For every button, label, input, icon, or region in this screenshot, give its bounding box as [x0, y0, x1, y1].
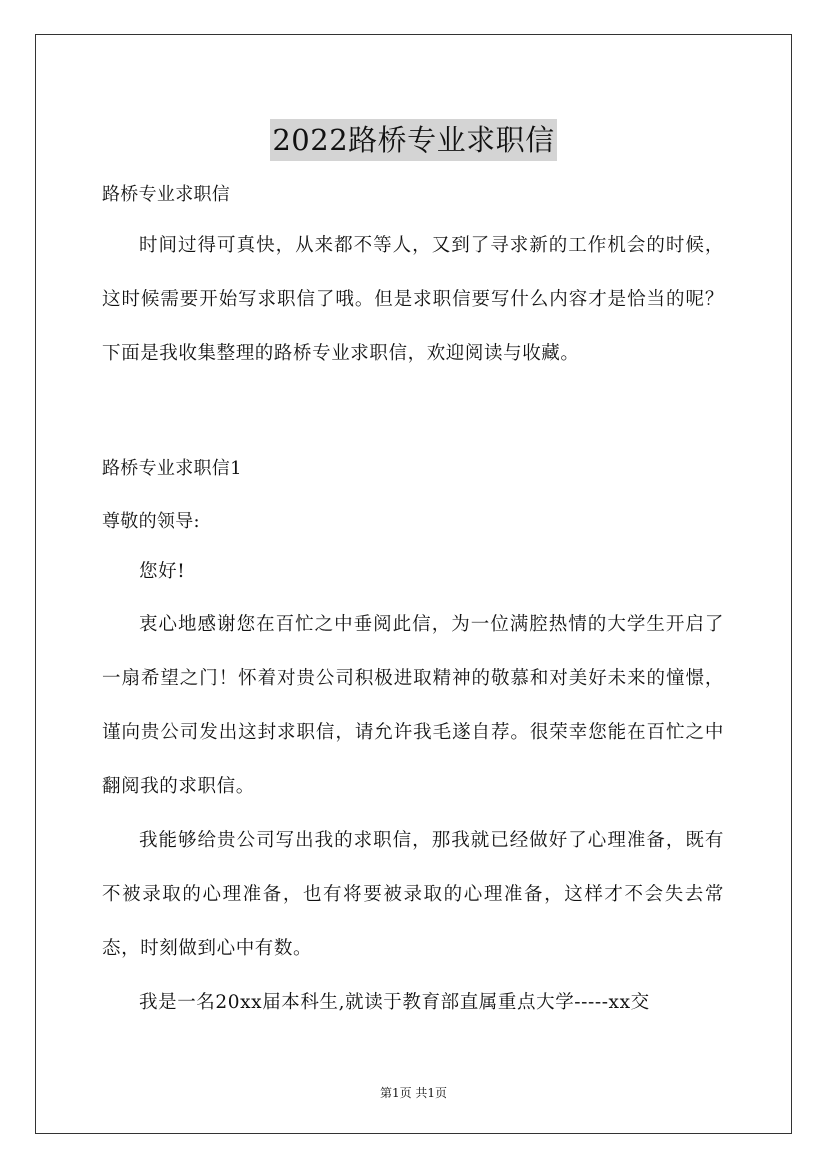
document-subtitle: 路桥专业求职信	[102, 184, 231, 205]
body-paragraph-3: 我是一名20xx届本科生,就读于教育部直属重点大学-----xx交	[139, 992, 650, 1013]
greeting: 您好!	[139, 561, 186, 582]
title-container	[0, 100, 827, 181]
section-heading: 路桥专业求职信1	[102, 458, 242, 479]
body-paragraph-1: 衷心地感谢您在百忙之中垂阅此信，为一位满腔热情的大学生开启了一扇希望之门！怀着对贵公司积极进取精神的敬慕和对美好未来的憧憬，谨向贵公司发出这封求职信，请允许我毛遂自荐。很荣幸您能在百忙之中翻阅我的求职信。	[102, 614, 724, 797]
salutation: 尊敬的领导:	[102, 511, 200, 532]
intro-paragraph: 时间过得可真快，从来都不等人，又到了寻求新的工作机会的时候，这时候需要开始写求职信了哦。但是求职信要写什么内容才是恰当的呢？下面是我收集整理的路桥专业求职信，欢迎阅读与收藏。	[102, 235, 724, 364]
body-paragraph-2: 我能够给贵公司写出我的求职信，那我就已经做好了心理准备，既有不被录取的心理准备，也有将要被录取的心理准备，这样才不会失去常态，时刻做到心中有数。	[102, 830, 724, 959]
page-footer: 第1页 共1页	[379, 1086, 448, 1100]
document-title: 2022路桥专业求职信	[270, 119, 556, 161]
